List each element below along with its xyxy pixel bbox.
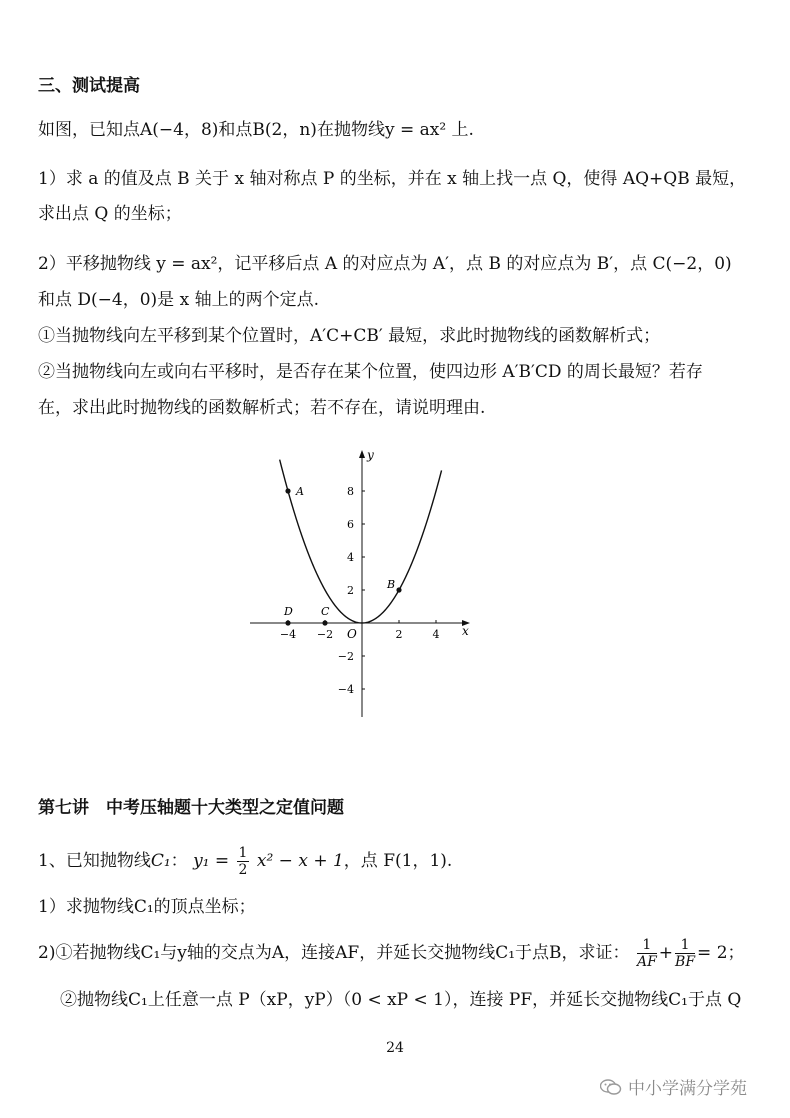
fraction-numerator: 1 [238,845,248,861]
question-2-line-2: 和点 D(−4，0)是 x 轴上的两个定点. [38,290,319,310]
fraction-1-over-af [637,937,657,970]
point-label-b: B [387,578,396,591]
question-2a-text: 2)①若抛物线C₁与y轴的交点为A，连接AF，并延长交抛物线C₁于点B，求证： [38,943,630,963]
question-2-sub-1: ①当抛物线向左平移到某个位置时，A′C+CB′ 最短，求此时抛物线的函数解析式； [38,326,661,346]
y-axis [359,450,365,717]
fraction-af-denominator: AF [636,954,657,970]
fraction-denominator: 2 [238,862,248,878]
x-tick-label: 2 [395,628,403,641]
equation-end: = 2； [697,943,745,963]
function-lhs: y₁ = [193,851,230,871]
watermark [600,1074,747,1099]
question-2-sub-2-line-2: 在，求出此时抛物线的函数解析式；若不存在，请说明理由. [38,398,486,418]
y-axis-label: y [367,448,374,462]
watermark-text: 中小学满分学苑 [628,1079,747,1099]
problem-intro: 如图，已知点A(−4，8)和点B(2，n)在抛物线y = ax² 上. [38,120,474,140]
lesson-problem-1 [38,843,452,879]
labeled-points [283,485,402,626]
point-d [285,620,290,625]
point-label-d: D [284,605,293,618]
question-1-line-2: 求出点 Q 的坐标； [38,204,182,224]
y-tick-label: 4 [347,551,354,564]
problem-1-colon: ： [170,851,188,871]
section-heading: 三、测试提高 [38,76,140,96]
curve-name: C₁ [150,851,171,871]
lesson-question-1: 1）求抛物线C₁的顶点坐标； [38,897,256,917]
point-label-a: A [296,485,304,498]
function-rhs: x² − x + 1 [256,851,344,871]
point-a [285,488,290,493]
problem-1-suffix: ，点 F(1，1). [343,851,453,871]
point-c [322,620,327,625]
fraction-bf-denominator: BF [675,954,696,970]
x-tick-label: −2 [316,628,334,641]
y-tick-label: −4 [337,683,354,696]
question-2-sub-2-line-1: ②当抛物线向左或向右平移时，是否存在某个位置，使四边形 A′B′CD 的周长最短？若存 [38,362,703,382]
fraction-1-over-bf [675,937,695,970]
x-tick-label: 4 [432,628,440,641]
question-2-line-1: 2）平移抛物线 y = ax²，记平移后点 A 的对应点为 A′，点 B 的对应点为 B′，点 C(−2，0) [38,254,732,274]
parabola-graph [240,445,480,725]
fraction-bf-numerator: 1 [675,937,695,954]
page-number: 24 [386,1040,404,1056]
y-tick-label: 6 [347,518,354,531]
y-tick-label: 8 [347,485,354,498]
lesson-question-2a [38,935,745,971]
x-tick-label: −4 [279,628,297,641]
fraction-one-half [237,845,250,878]
question-1-line-1: 1）求 a 的值及点 B 关于 x 轴对称点 P 的坐标，并在 x 轴上找一点 Q，使得 AQ+QB 最短， [38,169,747,189]
plus-sign: + [658,943,674,963]
x-axis-label: x [462,624,469,638]
y-tick-label: 2 [347,584,354,597]
point-label-c: C [321,605,330,618]
origin-label: O [347,627,357,641]
problem-1-prefix: 1、已知抛物线 [38,851,151,871]
point-b [396,587,401,592]
lesson-question-2b: ②抛物线C₁上任意一点 P（xP，yP）（0 < xP < 1），连接 PF，并延长交抛物线C₁于点 Q [60,990,742,1010]
fraction-af-numerator: 1 [637,937,657,954]
wechat-icon [600,1078,622,1096]
y-tick-label: −2 [337,650,354,663]
axis-ticks [280,485,440,696]
lesson-heading: 第七讲 中考压轴题十大类型之定值问题 [38,798,344,818]
